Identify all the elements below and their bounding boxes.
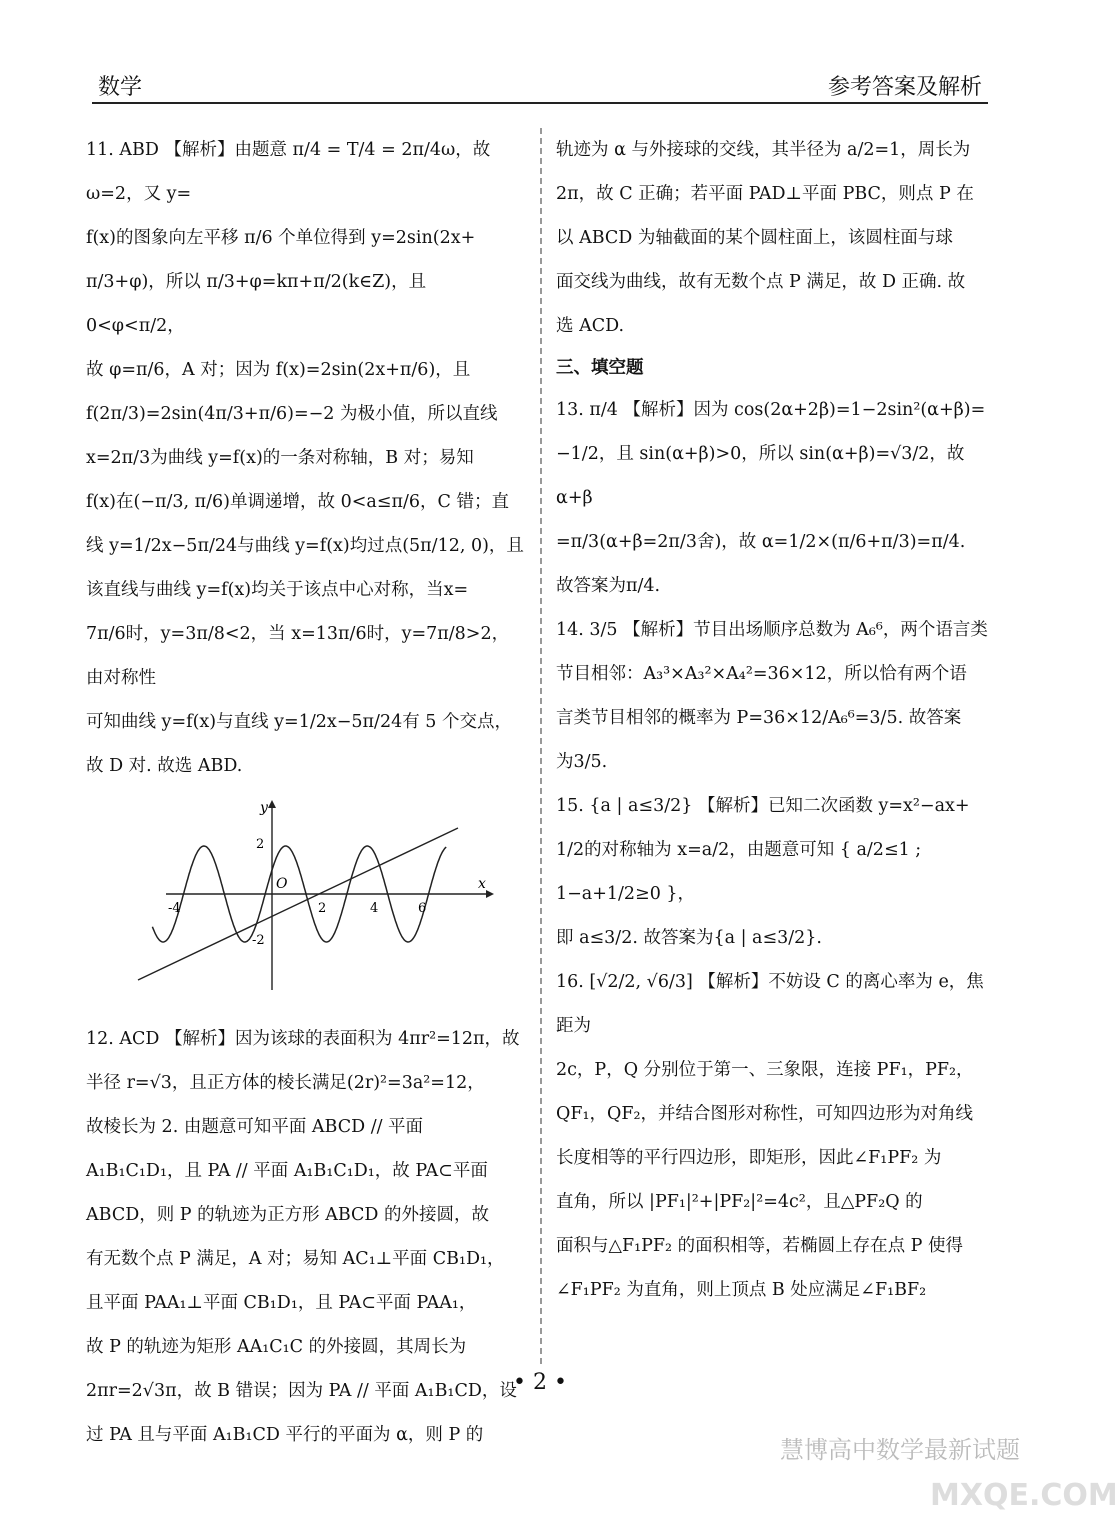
- subject-label: 数学: [98, 75, 143, 100]
- origin-label: O: [276, 876, 288, 892]
- q11-line: 故 D 对. 故选 ABD.: [86, 756, 243, 776]
- q11-line: 线 y=1/2x−5π/24与曲线 y=f(x)均过点(5π/12, 0)，且: [86, 536, 524, 556]
- q15-block: [556, 784, 994, 960]
- q11-line: f(x)的图象向左平移 π/6 个单位得到 y=2sin(2x+: [86, 228, 476, 248]
- q12-continued-block: [556, 128, 994, 348]
- column-divider: [540, 128, 542, 1364]
- q11-line: π/3+φ)，所以 π/3+φ=kπ+π/2(k∈Z)，且 0<φ<π/2，: [86, 272, 427, 336]
- q12-line: 2πr=2√3π，故 B 错误；因为 PA // 平面 A₁B₁CD，设: [86, 1381, 517, 1401]
- header-title: 参考答案及解析: [827, 75, 982, 100]
- q12-cont-line: 面交线为曲线，故有无数个点 P 满足，故 D 正确. 故: [556, 272, 966, 292]
- q16-line: 2c，P，Q 分别位于第一、三象限，连接 PF₁，PF₂，: [556, 1060, 974, 1080]
- q12-line: 且平面 PAA₁⊥平面 CB₁D₁，且 PA⊂平面 PAA₁，: [86, 1293, 477, 1313]
- x-tick-label: 6: [418, 901, 427, 916]
- q12-cont-line: 以 ABCD 为轴截面的某个圆柱面上，该圆柱面与球: [556, 228, 953, 248]
- q12-line: 故棱长为 2. 由题意可知平面 ABCD // 平面: [86, 1117, 424, 1137]
- q14-line: 为3/5.: [556, 752, 608, 772]
- q14-line: 言类节目相邻的概率为 P=36×12/A₆⁶=3/5. 故答案: [556, 708, 962, 728]
- x-tick-label: 4: [370, 901, 379, 916]
- q13-block: [556, 388, 994, 608]
- page-header: [92, 68, 988, 104]
- q12-line: 故 P 的轨迹为矩形 AA₁C₁C 的外接圆，其周长为: [86, 1337, 467, 1357]
- q12-line: 过 PA 且与平面 A₁B₁CD 平行的平面为 α，则 P 的: [86, 1425, 484, 1445]
- q11-line: 故 φ=π/6，A 对；因为 f(x)=2sin(2x+π/6)，且: [86, 360, 471, 380]
- q16-line: 直角，所以 |PF₁|²+|PF₂|²=4c²，且△PF₂Q 的: [556, 1192, 923, 1212]
- q12-cont-line: 轨迹为 α 与外接球的交线，其半径为 a/2=1，周长为: [556, 140, 971, 160]
- q11-line: 该直线与曲线 y=f(x)均关于该点中心对称，当x=: [86, 580, 469, 600]
- x-tick-label: 2: [318, 901, 327, 916]
- q16-line: 长度相等的平行四边形，即矩形，因此∠F₁PF₂ 为: [556, 1148, 942, 1168]
- q16-line: QF₁，QF₂，并结合图形对称性，可知四边形为对角线: [556, 1104, 974, 1124]
- q12-line: ABCD，则 P 的轨迹为正方形 ABCD 的外接圆，故: [86, 1205, 490, 1225]
- q12-cont-line: 2π，故 C 正确；若平面 PAD⊥平面 PBC，则点 P 在: [556, 184, 974, 204]
- secant-line: [138, 828, 458, 980]
- q11-line: x=2π/3为曲线 y=f(x)的一条对称轴，B 对；易知: [86, 448, 474, 468]
- y-tick-label: 2: [256, 837, 265, 852]
- q11-line: f(2π/3)=2sin(4π/3+π/6)=−2 为极小值，所以直线: [86, 404, 498, 424]
- q15-line: 1/2的对称轴为 x=a/2，由题意可知 { a/2≤1 ; 1−a+1/2≥0 }，: [556, 840, 922, 904]
- q12-cont-line: 选 ACD.: [556, 316, 625, 336]
- y-axis-label: y: [260, 800, 268, 816]
- q12-line: 半径 r=√3，且正方体的棱长满足(2r)²=3a²=12，: [86, 1073, 485, 1093]
- watermark-text: 慧博高中数学最新试题: [780, 1436, 1020, 1464]
- q16-block: [556, 960, 994, 1312]
- q15-line: 即 a≤3/2. 故答案为{a | a≤3/2}.: [556, 928, 822, 948]
- x-axis-arrow: [486, 890, 494, 898]
- q13-line: 故答案为π/4.: [556, 576, 661, 596]
- q11-line: 7π/6时，y=3π/8<2，当 x=13π/6时，y=7π/8>2，由对称性: [86, 624, 510, 688]
- q12-line: A₁B₁C₁D₁，且 PA // 平面 A₁B₁C₁D₁，故 PA⊂平面: [86, 1161, 488, 1181]
- left-column: [86, 128, 526, 1457]
- watermark-site: MXQE.COM: [930, 1478, 1118, 1513]
- q16-line: ∠F₁PF₂ 为直角，则上顶点 B 处应满足∠F₁BF₂: [556, 1280, 927, 1300]
- q14-line: 节目相邻：A₃³×A₃²×A₄²=36×12，所以恰有两个语: [556, 664, 967, 684]
- q13-line: 13. π/4 【解析】因为 cos(2α+2β)=1−2sin²(α+β)=: [556, 400, 986, 420]
- q14-line: 14. 3/5 【解析】节目出场顺序总数为 A₆⁶，两个语言类: [556, 620, 988, 640]
- q12-line: 12. ACD 【解析】因为该球的表面积为 4πr²=12π，故: [86, 1029, 520, 1049]
- q11-line: 可知曲线 y=f(x)与直线 y=1/2x−5π/24有 5 个交点，: [86, 712, 512, 732]
- q11-line: f(x)在(−π/3, π/6)单调递增，故 0<a≤π/6，C 错；直: [86, 492, 509, 512]
- right-column: [556, 128, 994, 1312]
- q11-block: [86, 128, 526, 788]
- q16-line: 面积与△F₁PF₂ 的面积相等，若椭圆上存在点 P 使得: [556, 1236, 964, 1256]
- x-axis-label: x: [478, 876, 486, 892]
- section-heading: 三、填空题: [556, 358, 644, 378]
- x-tick-label: -4: [168, 901, 181, 916]
- sine-graph-figure: [126, 794, 498, 994]
- q14-block: [556, 608, 994, 784]
- q15-line: 15. {a | a≤3/2} 【解析】已知二次函数 y=x²−ax+: [556, 796, 970, 816]
- page-number: • 2 •: [513, 1370, 567, 1395]
- q11-line: 11. ABD 【解析】由题意 π/4 = T/4 = 2π/4ω，故 ω=2，又 y=: [86, 140, 491, 204]
- q12-line: 有无数个点 P 满足，A 对；易知 AC₁⊥平面 CB₁D₁，: [86, 1249, 505, 1269]
- y-tick-label: -2: [252, 933, 265, 948]
- q13-line: =π/3(α+β=2π/3舍)，故 α=1/2×(π/6+π/3)=π/4.: [556, 532, 966, 552]
- q13-line: −1/2，且 sin(α+β)>0，所以 sin(α+β)=√3/2，故 α+β: [556, 444, 965, 508]
- y-axis-arrow: [268, 800, 276, 808]
- q16-line: 16. [√2/2, √6/3] 【解析】不妨设 C 的离心率为 e，焦距为: [556, 972, 984, 1036]
